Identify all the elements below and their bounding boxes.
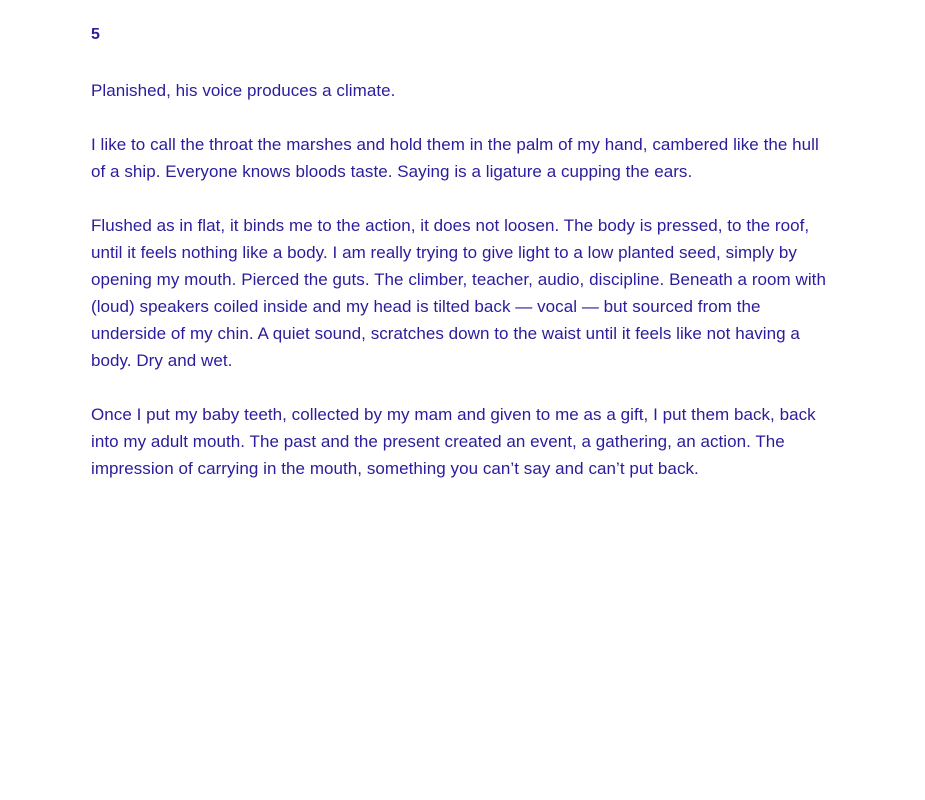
paragraph-4: Once I put my baby teeth, collected by my mam and given to me as a gift, I put them back, back into my adult mouth. The past and the present created an event, a gathering, an action. The impression of carrying in the mouth, something you can’t say and can’t put back.	[91, 405, 816, 478]
section-number: 5	[91, 26, 100, 43]
paragraph-1: Planished, his voice produces a climate.	[91, 81, 396, 100]
paragraph-2: I like to call the throat the marshes and hold them in the palm of my hand, cambered like the hull of a ship. Everyone knows bloods taste. Saying is a ligature a cupping the ears.	[91, 135, 819, 181]
paragraph-3: Flushed as in flat, it binds me to the action, it does not loosen. The body is pressed, to the roof, until it feels nothing like a body. I am really trying to give light to a low planted seed, simply by opening my mouth. Pierced the guts. The climber, teacher, audio, discipline. Beneath a room with (loud) speakers coiled inside and my head is tilted back — vocal — but sourced from the underside of my chin. A quiet sound, scratches down to the waist until it feels like not having a body. Dry and wet.	[91, 216, 826, 370]
text-page	[91, 25, 833, 509]
